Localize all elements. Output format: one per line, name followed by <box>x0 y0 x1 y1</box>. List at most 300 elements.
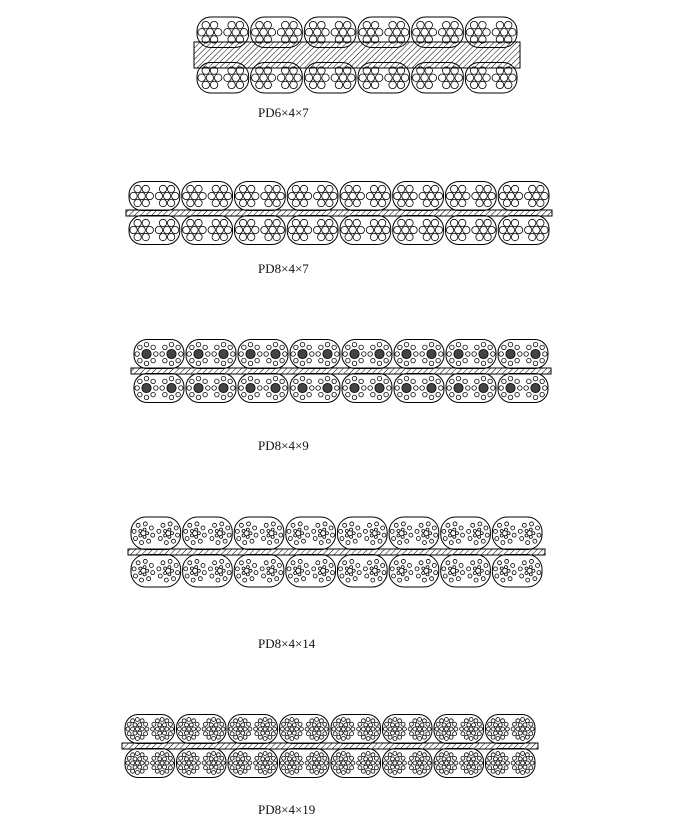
wire-circle <box>314 29 321 36</box>
wire-circle <box>461 722 465 726</box>
wire-circle <box>398 541 402 545</box>
wire-circle <box>474 769 478 773</box>
wire-circle <box>371 358 375 362</box>
wire-circle <box>436 766 440 770</box>
wire-circle <box>454 349 463 358</box>
wire-circle <box>408 761 412 765</box>
wire-circle <box>440 761 444 765</box>
wire-circle <box>496 752 500 756</box>
wire-circle <box>471 523 475 527</box>
wire-circle <box>346 358 350 362</box>
wire-circle <box>220 559 224 563</box>
wire-circle <box>339 529 343 533</box>
wire-circle <box>397 81 404 88</box>
rope-unit <box>234 517 284 550</box>
wire-circle <box>337 769 341 773</box>
wire-circle <box>422 530 425 533</box>
wire-circle <box>185 537 189 541</box>
wire-circle <box>160 752 164 756</box>
wire-circle <box>426 566 429 569</box>
wire-circle <box>212 219 219 226</box>
wire-circle <box>374 766 378 770</box>
wire-circle <box>525 534 528 537</box>
wire-circle <box>466 352 470 356</box>
wire-circle <box>420 352 424 356</box>
wire-circle <box>398 358 402 362</box>
wire-circle <box>387 386 391 390</box>
wire-circle <box>423 345 427 349</box>
wire-circle <box>463 379 467 383</box>
wire-circle <box>375 349 384 358</box>
wire-circle <box>261 192 268 199</box>
belt-diagram-pd8x4x14 <box>0 515 687 590</box>
wire-circle <box>420 765 424 769</box>
wire-circle <box>418 727 422 731</box>
wire-circle <box>163 392 167 396</box>
wire-circle <box>192 753 196 757</box>
wire-circle <box>486 727 490 731</box>
wire-circle <box>318 81 325 88</box>
wire-circle <box>537 233 544 240</box>
wire-circle <box>285 769 289 773</box>
wire-circle <box>248 233 255 240</box>
wire-circle <box>174 564 178 568</box>
wire-circle <box>254 571 258 575</box>
wire-circle <box>426 722 430 726</box>
wire-circle <box>434 533 438 537</box>
wire-circle <box>411 358 415 362</box>
wire-circle <box>484 219 491 226</box>
wire-circle <box>409 766 413 770</box>
wire-circle <box>261 765 265 769</box>
wire-circle <box>298 766 302 770</box>
wire-circle <box>518 757 522 761</box>
wire-circle <box>406 219 413 226</box>
wire-circle <box>304 564 308 568</box>
wire-circle <box>196 361 200 365</box>
wire-circle <box>444 737 448 741</box>
wire-circle <box>530 522 534 526</box>
wire-circle <box>224 226 231 233</box>
wire-circle <box>413 727 417 731</box>
wire-circle <box>504 81 511 88</box>
wire-circle <box>449 534 452 537</box>
wire-circle <box>242 379 246 383</box>
wire-circle <box>318 219 325 226</box>
wire-circle <box>345 185 352 192</box>
wire-circle <box>190 534 193 537</box>
wire-circle <box>212 761 216 765</box>
wire-circle <box>384 379 388 383</box>
center-band <box>194 42 520 68</box>
wire-circle <box>390 567 394 571</box>
wire-circle <box>365 537 369 541</box>
wire-circle <box>540 379 544 383</box>
wire-circle <box>286 74 293 81</box>
wire-circle <box>188 523 192 527</box>
wire-circle <box>268 727 272 731</box>
rope-unit <box>186 374 236 403</box>
wire-circle <box>370 571 373 574</box>
wire-circle <box>273 199 280 206</box>
wire-circle <box>455 192 462 199</box>
wire-circle <box>480 569 483 572</box>
wire-circle <box>273 395 277 399</box>
wire-circle <box>212 752 216 756</box>
wire-circle <box>459 199 466 206</box>
wire-circle <box>420 731 424 735</box>
wire-circle <box>210 21 217 28</box>
wire-circle <box>243 753 247 757</box>
wire-circle <box>339 567 343 571</box>
wire-circle <box>252 29 259 36</box>
wire-circle <box>138 226 145 233</box>
wire-circle <box>151 379 155 383</box>
rope-unit <box>186 340 236 369</box>
wire-circle <box>364 765 368 769</box>
wire-circle <box>168 722 172 726</box>
wire-circle <box>255 766 259 770</box>
wire-circle <box>509 29 516 36</box>
wire-circle <box>402 192 409 199</box>
wire-circle <box>341 737 345 741</box>
wire-circle <box>196 342 200 346</box>
wire-circle <box>374 573 377 576</box>
wire-circle <box>267 567 270 570</box>
wire-circle <box>446 523 450 527</box>
wire-circle <box>323 722 327 726</box>
wire-circle <box>503 199 510 206</box>
wire-circle <box>418 737 422 741</box>
wire-circle <box>326 233 333 240</box>
wire-circle <box>507 532 510 535</box>
wire-circle <box>491 386 495 390</box>
wire-circle <box>346 541 350 545</box>
wire-circle <box>459 219 466 226</box>
wire-circle <box>352 376 356 380</box>
wire-circle <box>442 731 446 735</box>
wire-circle <box>411 379 415 383</box>
wire-circle <box>488 756 492 760</box>
wire-circle <box>344 723 348 727</box>
wire-circle <box>436 756 440 760</box>
rope-unit <box>287 216 338 245</box>
wire-circle <box>341 761 345 765</box>
wire-circle <box>440 753 444 757</box>
wire-circle <box>444 771 448 775</box>
wire-circle <box>228 358 232 362</box>
wire-circle <box>221 727 225 731</box>
wire-circle <box>481 361 485 365</box>
wire-circle <box>306 571 310 575</box>
wire-circle <box>195 185 202 192</box>
wire-circle <box>202 21 209 28</box>
wire-circle <box>187 386 191 390</box>
wire-circle <box>265 219 272 226</box>
wire-circle <box>404 532 407 535</box>
wire-circle <box>413 761 417 765</box>
wire-circle <box>147 577 151 581</box>
wire-circle <box>509 74 516 81</box>
wire-circle <box>402 226 409 233</box>
wire-circle <box>503 233 510 240</box>
wire-circle <box>319 358 323 362</box>
wire-circle <box>288 731 292 735</box>
wire-circle <box>511 185 518 192</box>
wire-circle <box>202 571 206 575</box>
wire-circle <box>316 386 320 390</box>
wire-circle <box>292 233 299 240</box>
wire-circle <box>317 723 321 727</box>
wire-circle <box>525 530 528 533</box>
wire-circle <box>189 765 193 769</box>
wire-circle <box>359 379 363 383</box>
wire-circle <box>362 352 366 356</box>
wire-circle <box>398 233 405 240</box>
wire-circle <box>401 573 404 576</box>
wire-circle <box>393 29 400 36</box>
wire-circle <box>288 537 292 541</box>
wire-circle <box>375 559 379 563</box>
wire-circle <box>422 567 425 570</box>
wire-circle <box>291 561 295 565</box>
wire-circle <box>236 723 240 727</box>
wire-circle <box>409 722 413 726</box>
wire-circle <box>195 528 198 531</box>
wire-circle <box>455 569 458 572</box>
wire-circle <box>502 358 506 362</box>
wire-circle <box>511 233 518 240</box>
wire-circle <box>426 528 429 531</box>
wire-circle <box>453 535 456 538</box>
wire-circle <box>296 226 303 233</box>
wire-circle <box>397 21 404 28</box>
wire-circle <box>420 723 424 727</box>
wire-circle <box>190 530 193 533</box>
wire-circle <box>522 523 526 527</box>
wire-circle <box>209 757 213 761</box>
wire-circle <box>273 727 277 731</box>
wire-circle <box>164 567 167 570</box>
wire-circle <box>516 769 520 773</box>
wire-circle <box>267 345 271 349</box>
wire-circle <box>318 185 325 192</box>
wire-circle <box>177 761 181 765</box>
wire-circle <box>374 192 381 199</box>
wire-circle <box>375 383 384 392</box>
wire-circle <box>140 541 144 545</box>
wire-circle <box>330 226 337 233</box>
wire-circle <box>273 233 280 240</box>
wire-circle <box>337 719 341 723</box>
wire-circle <box>133 723 137 727</box>
wire-circle <box>345 530 348 533</box>
wire-circle <box>216 727 220 731</box>
wire-circle <box>456 361 460 365</box>
wire-circle <box>481 577 485 581</box>
wire-circle <box>133 537 137 541</box>
wire-circle <box>343 352 347 356</box>
wire-circle <box>230 732 234 736</box>
wire-circle <box>436 379 440 383</box>
wire-circle <box>242 345 246 349</box>
wire-circle <box>260 567 264 571</box>
wire-circle <box>366 761 370 765</box>
wire-circle <box>436 732 440 736</box>
wire-circle <box>220 573 223 576</box>
wire-circle <box>423 185 430 192</box>
wire-circle <box>306 732 310 736</box>
wire-circle <box>143 566 146 569</box>
rope-unit <box>446 182 497 211</box>
wire-circle <box>263 718 267 722</box>
wire-circle <box>346 392 350 396</box>
wire-circle <box>198 74 205 81</box>
wire-circle <box>155 719 159 723</box>
wire-circle <box>339 74 346 81</box>
wire-circle <box>324 761 328 765</box>
wire-circle <box>294 379 298 383</box>
wire-circle <box>506 383 515 392</box>
wire-circle <box>298 349 307 358</box>
wire-circle <box>268 29 275 36</box>
wire-circle <box>388 761 392 765</box>
wire-circle <box>315 718 319 722</box>
wire-circle <box>165 753 169 757</box>
wire-circle <box>377 395 381 399</box>
wire-circle <box>323 528 326 531</box>
wire-circle <box>319 735 323 739</box>
wire-circle <box>310 735 314 739</box>
wire-circle <box>317 765 321 769</box>
wire-circle <box>142 185 149 192</box>
wire-circle <box>145 761 149 765</box>
wire-circle <box>488 722 492 726</box>
wire-circle <box>504 766 508 770</box>
wire-circle <box>339 757 343 761</box>
wire-circle <box>271 559 275 563</box>
wire-circle <box>273 361 277 365</box>
wire-circle <box>131 769 135 773</box>
wire-circle <box>195 722 199 726</box>
wire-circle <box>316 523 320 527</box>
wire-circle <box>146 226 153 233</box>
wire-circle <box>243 727 247 731</box>
wire-circle <box>422 534 425 537</box>
wire-circle <box>282 756 286 760</box>
wire-circle <box>158 574 162 578</box>
wire-circle <box>235 192 242 199</box>
wire-circle <box>132 529 136 533</box>
wire-circle <box>345 233 352 240</box>
wire-circle <box>472 757 476 761</box>
wire-circle <box>176 571 180 575</box>
wire-circle <box>290 737 294 741</box>
wire-circle <box>340 537 344 541</box>
wire-circle <box>243 735 247 739</box>
wire-circle <box>389 21 396 28</box>
wire-circle <box>283 352 287 356</box>
wire-circle <box>419 561 423 565</box>
wire-circle <box>182 727 186 731</box>
wire-circle <box>300 199 307 206</box>
wire-circle <box>398 761 402 765</box>
wire-circle <box>356 526 360 530</box>
wire-circle <box>369 757 373 761</box>
wire-circle <box>478 566 481 569</box>
wire-circle <box>485 571 489 575</box>
wire-circle <box>525 735 529 739</box>
wire-circle <box>541 192 548 199</box>
wire-circle <box>187 761 191 765</box>
wire-circle <box>472 386 476 390</box>
wire-circle <box>467 529 471 533</box>
wire-circle <box>131 719 135 723</box>
wire-circle <box>491 719 495 723</box>
wire-circle <box>168 732 172 736</box>
wire-circle <box>532 532 535 535</box>
wire-circle <box>404 395 408 399</box>
wire-circle <box>246 566 249 569</box>
wire-circle <box>350 535 353 538</box>
wire-circle <box>494 757 498 761</box>
wire-circle <box>343 561 347 565</box>
wire-circle <box>168 528 171 531</box>
wire-circle <box>285 727 289 731</box>
wire-circle <box>521 761 525 765</box>
wire-circle <box>449 719 453 723</box>
wire-circle <box>408 727 412 731</box>
wire-circle <box>524 386 528 390</box>
wire-circle <box>149 564 153 568</box>
wire-circle <box>202 533 206 537</box>
wire-circle <box>389 81 396 88</box>
wire-circle <box>295 761 299 765</box>
wire-circle <box>504 528 507 531</box>
wire-circle <box>282 722 286 726</box>
wire-circle <box>202 761 206 765</box>
wire-circle <box>415 529 419 533</box>
wire-circle <box>401 732 405 736</box>
rope-unit <box>280 749 330 778</box>
wire-circle <box>366 737 370 741</box>
wire-circle <box>189 731 193 735</box>
wire-circle <box>422 769 426 773</box>
wire-circle <box>461 766 465 770</box>
wire-circle <box>325 532 328 535</box>
wire-circle <box>363 529 367 533</box>
wire-circle <box>337 735 341 739</box>
wire-circle <box>443 21 450 28</box>
wire-circle <box>239 199 246 206</box>
wire-circle <box>512 571 516 575</box>
wire-circle <box>195 573 198 576</box>
rope-unit <box>498 374 548 403</box>
wire-circle <box>370 219 377 226</box>
wire-circle <box>449 735 453 739</box>
wire-circle <box>325 376 329 380</box>
wire-circle <box>151 358 155 362</box>
wire-circle <box>273 376 277 380</box>
wire-circle <box>163 379 167 383</box>
wire-circle <box>401 29 408 36</box>
rope-unit <box>235 216 286 245</box>
wire-circle <box>275 577 279 581</box>
wire-circle <box>279 571 283 575</box>
wire-circle <box>527 392 531 396</box>
wire-circle <box>455 226 462 233</box>
wire-circle <box>155 735 159 739</box>
